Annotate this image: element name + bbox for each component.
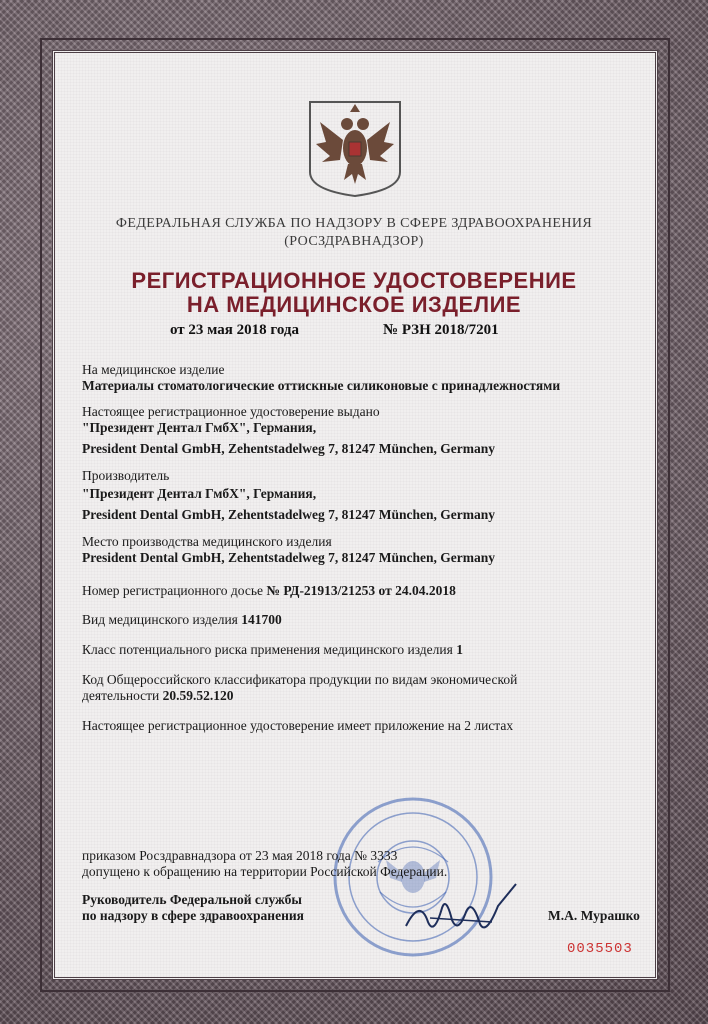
document-subtitle: НА МЕДИЦИНСКОЕ ИЗДЕЛИЕ [186, 292, 522, 317]
risk-class-line [82, 642, 642, 658]
okp-line [82, 688, 642, 704]
agency-name: ФЕДЕРАЛЬНАЯ СЛУЖБА ПО НАДЗОРУ В СФЕРЕ ЗДРАВООХРАНЕНИЯ [115, 216, 593, 231]
production-site-address: President Dental GmbH, Zehentstadelweg 7, 81247 München, Germany [82, 550, 495, 565]
device-label: На медицинское изделие [82, 362, 225, 377]
production-site-label: Место производства медицинского изделия [82, 534, 332, 549]
issued-name: "Президент Дентал ГмбХ", Германия, [82, 420, 317, 435]
head-title-line2: по надзору в сфере здравоохранения [82, 908, 304, 923]
manufacturer-address: President Dental GmbH, Zehentstadelweg 7, 81247 München, Germany [82, 507, 495, 522]
dossier-label: Номер регистрационного досье [82, 583, 264, 598]
registration-number: № РЗН 2018/7201 [383, 322, 499, 338]
issued-label: Настоящее регистрационное удостоверение выдано [82, 404, 380, 419]
serial-number: 0035503 [567, 941, 633, 957]
head-name: М.А. Мурашко [548, 908, 640, 923]
device-type-value: 141700 [241, 612, 282, 627]
coat-of-arms-icon [306, 98, 404, 198]
issued-address: President Dental GmbH, Zehentstadelweg 7, 81247 München, Germany [82, 441, 495, 456]
date-number-line [170, 322, 570, 339]
appendix-note: Настоящее регистрационное удостоверение имеет приложение на 2 листах [82, 718, 514, 733]
risk-class-value: 1 [456, 642, 463, 657]
order-text: приказом Росздравнадзора от 23 мая 2018 года № 3333 [82, 848, 398, 863]
order-admission-text: допущено к обращению на территории Российской Федерации. [82, 864, 448, 879]
dossier-line [82, 583, 642, 599]
agency-abbreviation: (РОСЗДРАВНАДЗОР) [284, 234, 424, 249]
risk-class-label: Класс потенциального риска применения медицинского изделия [82, 642, 453, 657]
okp-label: Код Общероссийского классификатора продукции по видам экономической [82, 672, 518, 687]
signature-icon [400, 878, 520, 938]
dossier-number: № РД-21913/21253 от 24.04.2018 [266, 583, 456, 598]
document-title: РЕГИСТРАЦИОННОЕ УДОСТОВЕРЕНИЕ [131, 268, 577, 293]
okp-label-cont: деятельности [82, 688, 160, 703]
device-type-label: Вид медицинского изделия [82, 612, 238, 627]
head-title-line1: Руководитель Федеральной службы [82, 892, 302, 907]
device-type-line [82, 612, 642, 628]
device-name: Материалы стоматологические оттискные силиконовые с принадлежностями [82, 378, 561, 393]
issue-date: от 23 мая 2018 года [170, 322, 299, 338]
manufacturer-name: "Президент Дентал ГмбХ", Германия, [82, 486, 317, 501]
okp-code: 20.59.52.120 [162, 688, 234, 703]
manufacturer-label: Производитель [82, 468, 170, 483]
